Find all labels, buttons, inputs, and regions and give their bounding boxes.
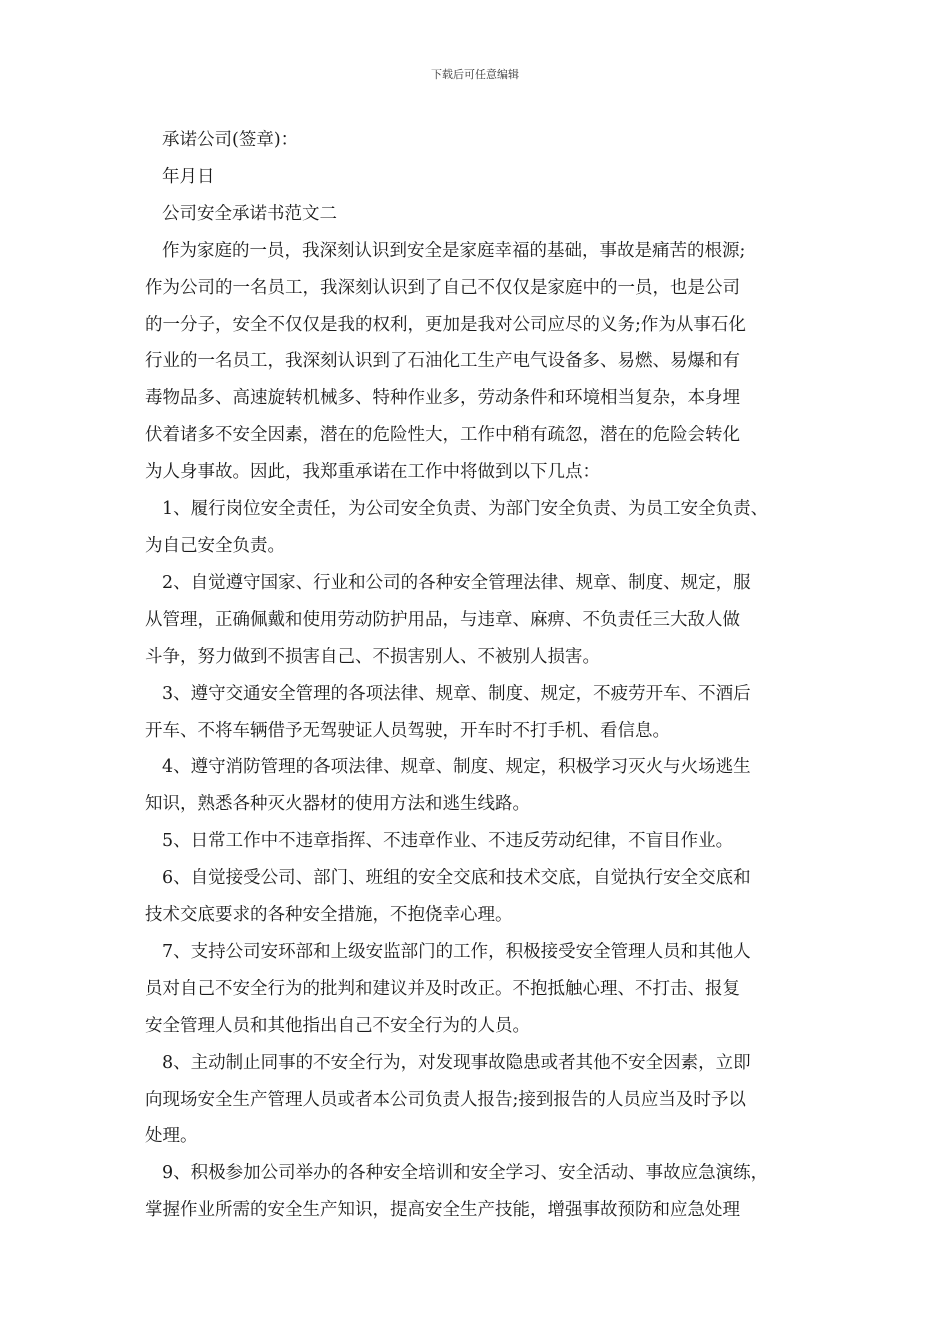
paragraph-line: 伏着诸多不安全因素，潜在的危险性大，工作中稍有疏忽，潜在的危险会转化 xyxy=(145,425,740,446)
list-item-line: 1、履行岗位安全责任，为公司安全负责、为部门安全负责、为员工安全负责、 xyxy=(162,499,769,520)
document-body xyxy=(145,122,825,1229)
paragraph-line: 的一分子，安全不仅仅是我的权利，更加是我对公司应尽的义务;作为从事石化 xyxy=(145,314,746,335)
list-item-line: 4、遵守消防管理的各项法律、规章、制度、规定，积极学习灭火与火场逃生 xyxy=(162,757,751,778)
list-item-line: 9、积极参加公司举办的各种安全培训和安全学习、安全活动、事故应急演练， xyxy=(162,1163,769,1184)
page-header: 下载后可任意编辑 xyxy=(431,68,519,81)
list-item-line: 知识，熟悉各种灭火器材的使用方法和逃生线路。 xyxy=(145,794,530,815)
list-item-line: 掌握作业所需的安全生产知识，提高安全生产技能，增强事故预防和应急处理 xyxy=(145,1200,740,1221)
list-item-line: 5、日常工作中不违章指挥、不违章作业、不违反劳动纪律，不盲目作业。 xyxy=(162,831,734,852)
paragraph-line: 为人身事故。因此，我郑重承诺在工作中将做到以下几点： xyxy=(145,462,600,483)
list-item-line: 开车、不将车辆借予无驾驶证人员驾驶，开车时不打手机、看信息。 xyxy=(145,720,670,741)
signature-line: 承诺公司(签章)： xyxy=(162,130,299,150)
paragraph-line: 毒物品多、高速旋转机械多、特种作业多，劳动条件和环境相当复杂，本身埋 xyxy=(145,388,740,409)
list-item-line: 为自己安全负责。 xyxy=(145,535,285,556)
list-item-line: 员对自己不安全行为的批判和建议并及时改正。不抱抵触心理、不打击、报复 xyxy=(145,978,740,999)
list-item-line: 从管理，正确佩戴和使用劳动防护用品，与违章、麻痹、不负责任三大敌人做 xyxy=(145,609,740,630)
section-title: 公司安全承诺书范文二 xyxy=(162,203,337,224)
list-item-line: 技术交底要求的各种安全措施，不抱侥幸心理。 xyxy=(145,905,513,926)
paragraph-line: 行业的一名员工，我深刻认识到了石油化工生产电气设备多、易燃、易爆和有 xyxy=(145,351,740,372)
list-item-line: 8、主动制止同事的不安全行为，对发现事故隐患或者其他不安全因素，立即 xyxy=(162,1052,751,1073)
list-item-line: 处理。 xyxy=(145,1126,198,1147)
date-line: 年月日 xyxy=(162,166,215,187)
list-item-line: 安全管理人员和其他指出自己不安全行为的人员。 xyxy=(145,1015,530,1036)
list-item-line: 6、自觉接受公司、部门、班组的安全交底和技术交底，自觉执行安全交底和 xyxy=(162,868,751,889)
paragraph-line: 作为家庭的一员，我深刻认识到安全是家庭幸福的基础，事故是痛苦的根源; xyxy=(162,240,746,261)
paragraph-line: 作为公司的一名员工，我深刻认识到了自己不仅仅是家庭中的一员，也是公司 xyxy=(145,277,740,298)
list-item-line: 向现场安全生产管理人员或者本公司负责人报告;接到报告的人员应当及时予以 xyxy=(145,1089,746,1110)
list-item-line: 3、遵守交通安全管理的各项法律、规章、制度、规定，不疲劳开车、不酒后 xyxy=(162,683,751,704)
list-item-line: 7、支持公司安环部和上级安监部门的工作，积极接受安全管理人员和其他人 xyxy=(162,941,751,962)
list-item-line: 2、自觉遵守国家、行业和公司的各种安全管理法律、规章、制度、规定，服 xyxy=(162,572,751,593)
list-item-line: 斗争，努力做到不损害自己、不损害别人、不被别人损害。 xyxy=(145,646,600,667)
